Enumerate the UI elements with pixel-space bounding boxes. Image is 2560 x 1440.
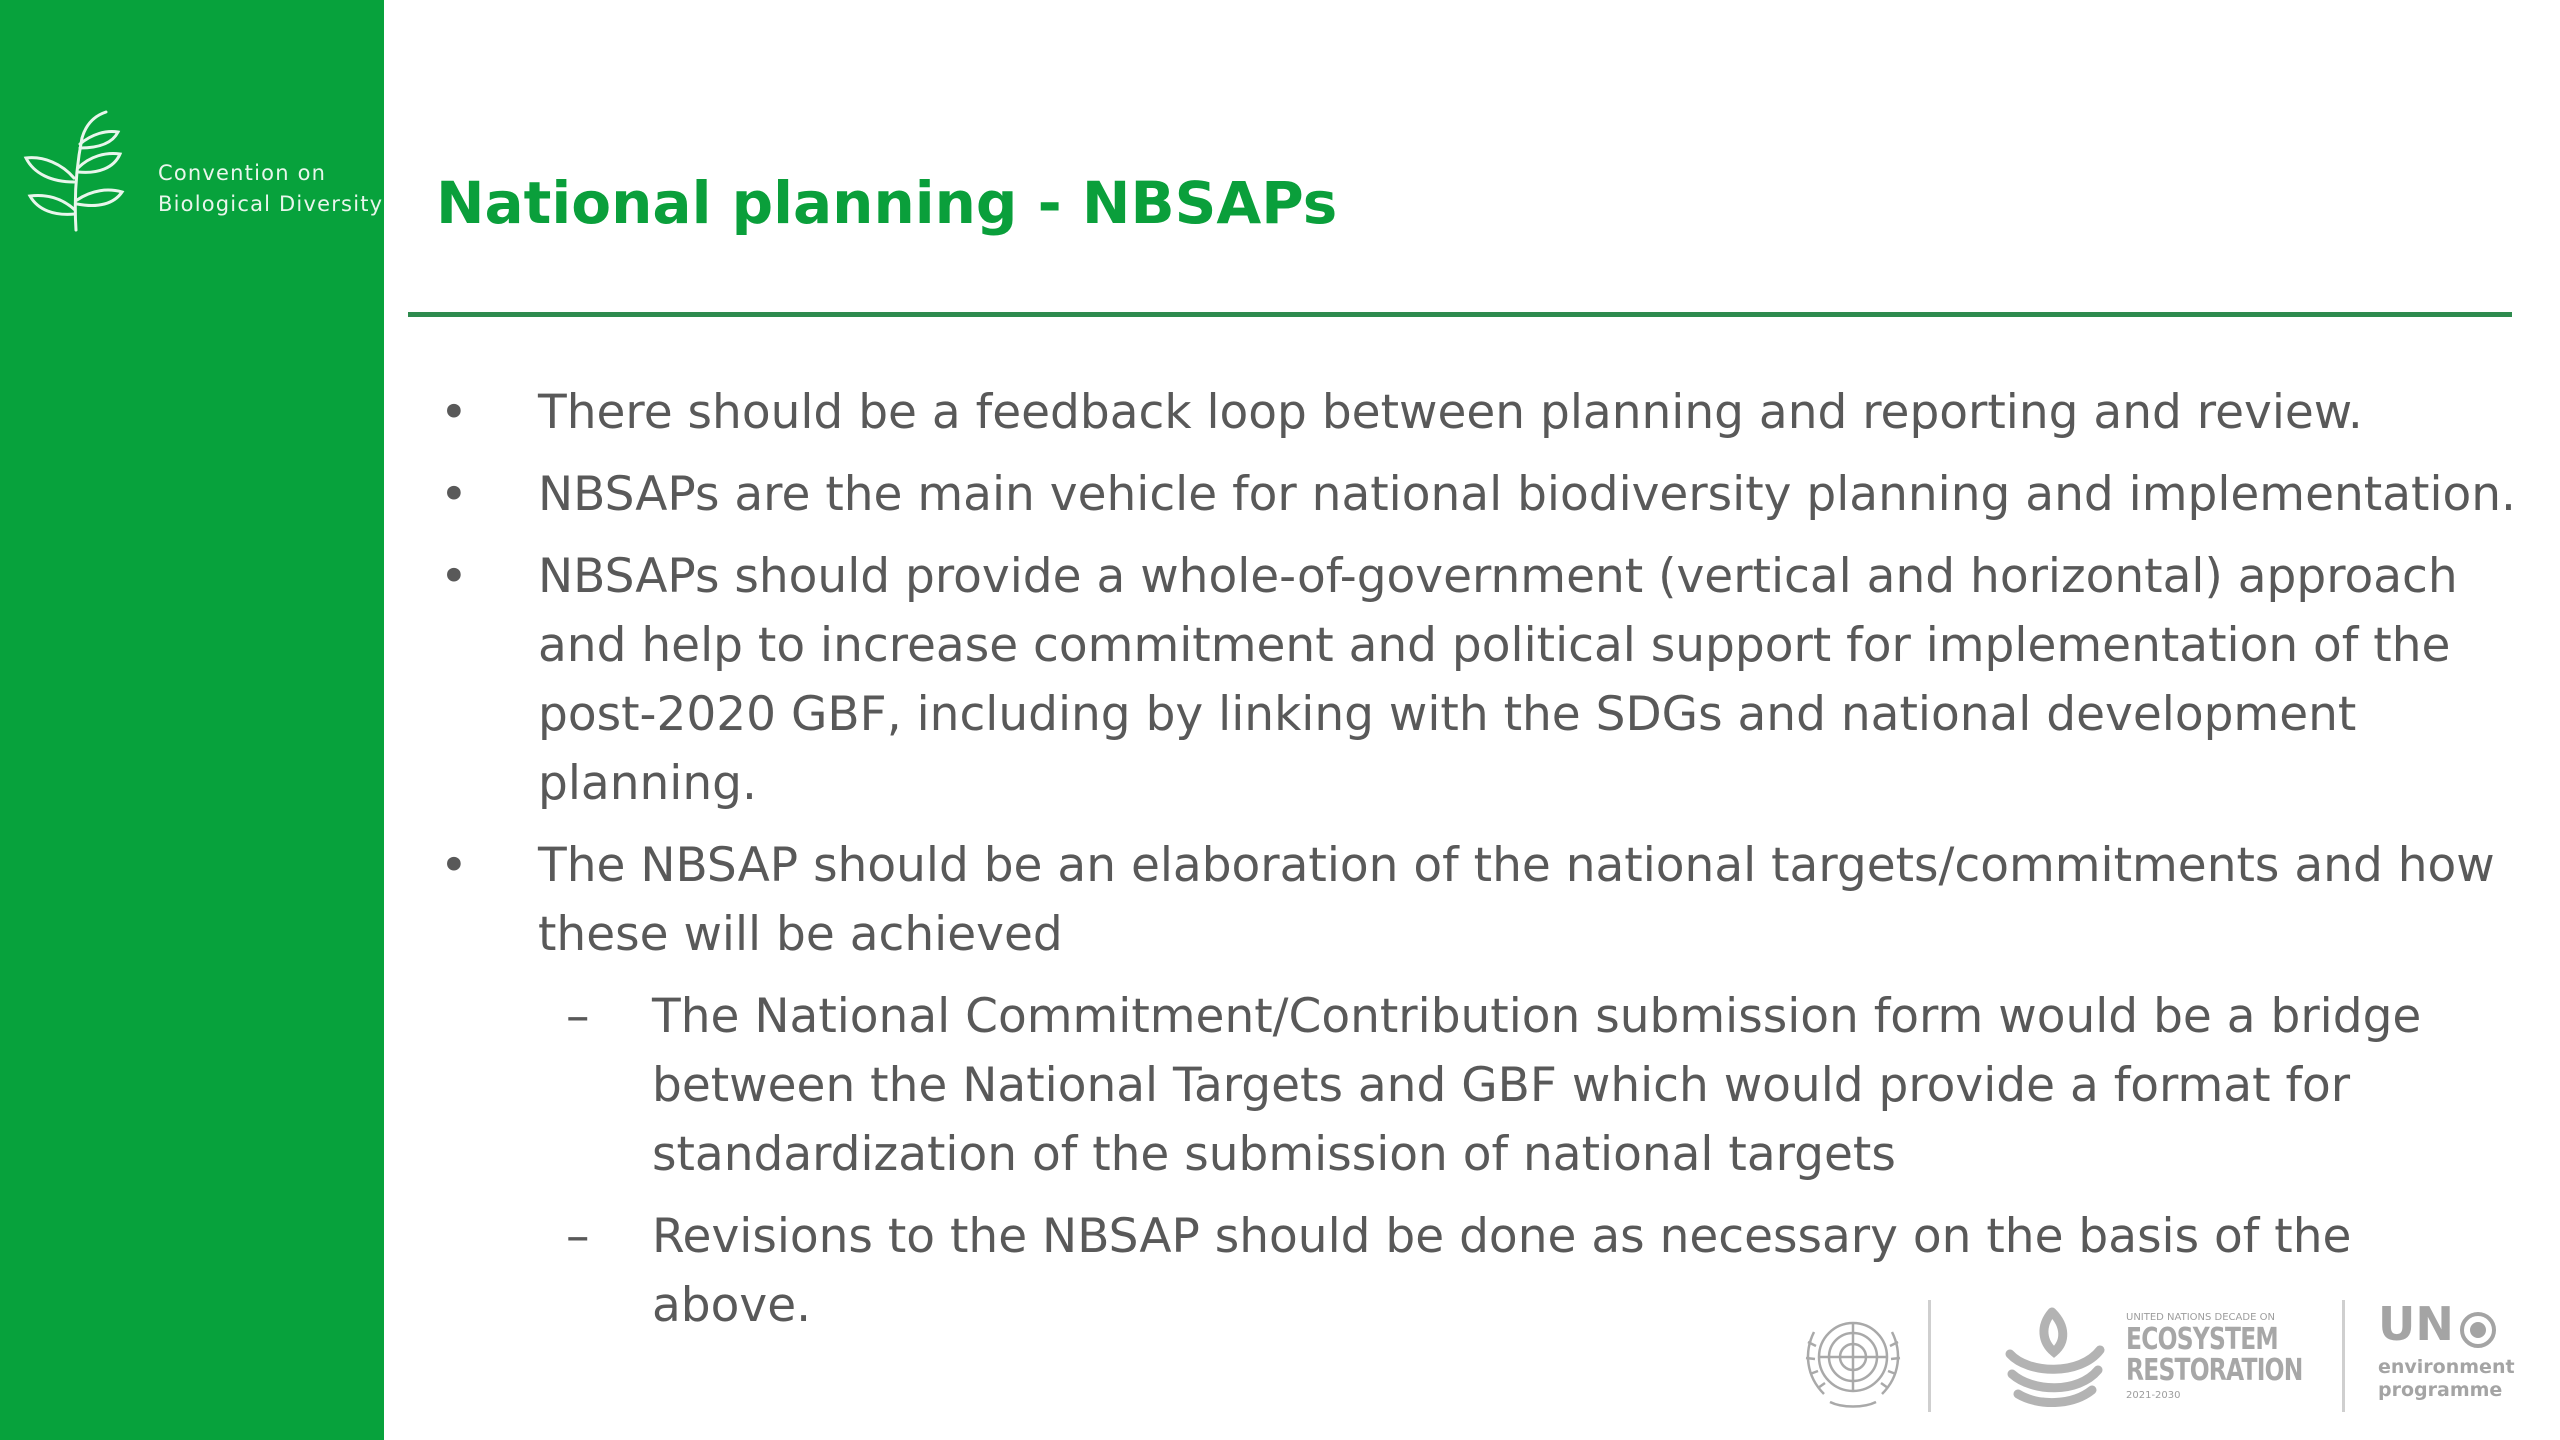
eco-years: 2021-2030 — [2126, 1390, 2181, 1401]
partner-logos — [1780, 1290, 2520, 1420]
logo-line-2: Biological Diversity — [158, 192, 384, 216]
bullet-marker: • — [440, 838, 468, 893]
unep-un-text: UN — [2378, 1297, 2454, 1351]
sidebar — [0, 0, 384, 1440]
cbd-leaf-logo-icon — [20, 108, 126, 236]
eco-small-text: UNITED NATIONS DECADE ON — [2126, 1312, 2275, 1323]
bullet-item — [440, 542, 2520, 818]
bullet-text: NBSAPs should provide a whole-of-government (vertical and horizontal) approach and help to increase commitment and political support for implementation of the post-2020 GBF, including by linking with the SDGs and national development planning. — [538, 549, 2458, 811]
bullet-marker: • — [440, 385, 468, 440]
sub-bullet-text: The National Commitment/Contribution submission form would be a bridge between the National Targets and GBF which would provide a format for standardization of the submission of national targets — [652, 989, 2422, 1182]
sub-bullet-marker: – — [566, 1209, 590, 1264]
sub-bullet-marker: – — [566, 989, 590, 1044]
ecosystem-restoration-icon — [2002, 1304, 2108, 1408]
sub-bullet-item — [440, 982, 2520, 1189]
bullet-text: NBSAPs are the main vehicle for national biodiversity planning and implementation. — [538, 467, 2516, 522]
sub-bullet-text: Revisions to the NBSAP should be done as necessary on the basis of the above. — [652, 1209, 2352, 1333]
bullet-text: There should be a feedback loop between planning and reporting and review. — [538, 385, 2363, 440]
cbd-logo-text — [158, 158, 383, 220]
bullet-item — [440, 378, 2520, 447]
eco-title — [2126, 1324, 2306, 1386]
logo-separator — [1928, 1300, 1931, 1412]
eco-line-1: ECOSYSTEM — [2126, 1322, 2278, 1357]
eco-line-2: RESTORATION — [2126, 1353, 2303, 1388]
bullet-item — [440, 831, 2520, 969]
un-emblem-icon — [1790, 1302, 1916, 1416]
unep-text — [2378, 1356, 2515, 1402]
logo-separator — [2342, 1300, 2345, 1412]
bullet-item — [440, 460, 2520, 529]
logo-line-1: Convention on — [158, 161, 327, 185]
bullet-marker: • — [440, 467, 468, 522]
slide-title: National planning - NBSAPs — [436, 169, 1338, 237]
bullet-text: The NBSAP should be an elaboration of the national targets/commitments and how these will be achieved — [538, 838, 2495, 962]
unep-line-1: environment — [2378, 1356, 2515, 1378]
slide-content — [440, 378, 2520, 1357]
unep-line-2: programme — [2378, 1379, 2503, 1401]
bullet-marker: • — [440, 549, 468, 604]
title-divider — [408, 312, 2512, 317]
unep-globe-icon — [2458, 1310, 2498, 1350]
